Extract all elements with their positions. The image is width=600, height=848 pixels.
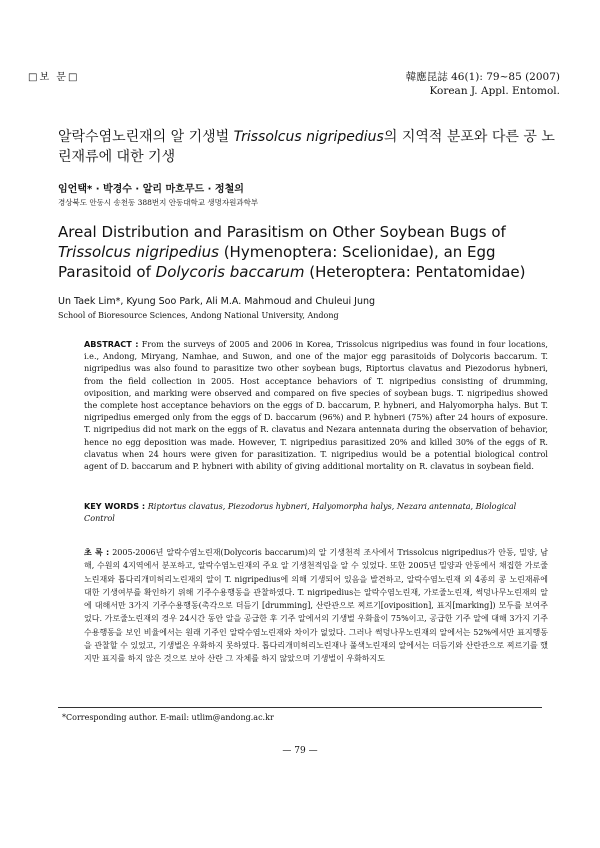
keywords-text: Riptortus clavatus, Piezodorus hybneri, Halyomorpha halys, Nezara antennata, Biological Control xyxy=(84,501,517,523)
korean-abstract xyxy=(84,546,548,666)
journal-citation-english: Korean J. Appl. Entomol. xyxy=(429,85,560,97)
english-title-host: Dolycoris baccarum xyxy=(155,263,305,281)
english-title-part-a: Areal Distribution and Parasitism on Other Soybean Bugs of xyxy=(58,223,506,241)
english-title-part-b: (Hymenoptera: Scelionidae), an Egg Parasitoid of xyxy=(58,243,496,281)
abstract-label: ABSTRACT : xyxy=(84,339,139,349)
korean-title-part1: 알락수염노린재의 알 기생벌 xyxy=(58,129,234,145)
footnote: *Corresponding author. E-mail: utlim@andong.ac.kr xyxy=(62,713,274,722)
english-title-part-c: (Heteroptera: Pentatomidae) xyxy=(304,263,526,281)
page-number: — 79 — xyxy=(282,746,318,756)
english-title xyxy=(58,222,558,282)
footnote-divider xyxy=(58,707,542,708)
korean-abstract-label: 초 록 : xyxy=(84,548,110,557)
keywords-label: KEY WORDS : xyxy=(84,501,146,511)
korean-authors: 임언택* · 박경수 · 알리 마흐무드 · 정철의 xyxy=(58,184,244,195)
english-affiliation: School of Bioresource Sciences, Andong National University, Andong xyxy=(58,311,339,320)
abstract xyxy=(84,338,548,472)
korean-title-part2: 의 지역적 분포와 다른 공 노린재류에 대한 기생 xyxy=(58,129,555,165)
korean-affiliation: 경상북도 안동시 송천동 388번지 안동대학교 생명자원과학부 xyxy=(58,198,259,207)
korean-abstract-text: 2005-2006년 알락수염노린재(Dolycoris baccarum)의 알 기생천적 조사에서 Trissolcus nigripedius가 안동, 밀양, 남해, 수원의 4지역에서 분포하고, 알락수염노린재의 주요 알 기생천적임을 알 수 있었다. 또한 2005년 밀양과 안동에서 채집한 가로줄노린재와 톱다리개미허리노린재의 알이 T. nigripedius에 의해 기생되어 있음을 발견하고, 알락수염노린재 외 4종의 콩 노린재류에 대한 기생여부를 확인하기 위해 기주수용행동을 관찰하였다. T. nigripedius는 알락수염노린재, 가로줄노린재, 썩덩나무노린재의 알에 대해서만 3가지 기주수용행동(촉각으로 더듬기 [drumming], 산란관으로 찌르기[oviposition], 표지[marking]) 모두를 보여주었다. 가로줄노린재의 경우 24시간 동안 알을 공급한 후 기주 알에서의 기생벌 우화율이 75%이고, 공급한 기주 알에 대해 3가지 기주수용행동을 보인 비율에서는 원래 기주인 알락수염노린재와 차이가 없었다. 그러나 썩덩나무노린재의 알에서는 52%에서만 표지행동을 관찰할 수 있었고, 기생벌은 우화하지 못하였다. 톱다리개미허리노린재나 풀색노린재의 알에서는 더듬기와 산란관으로 찌르기를 했지만 표지를 하지 않은 것으로 보아 산란 그 자체를 하지 않았으며 기생벌이 우화하지도 xyxy=(84,548,548,664)
keywords xyxy=(84,500,548,524)
korean-title xyxy=(58,127,558,167)
korean-title-species: Trissolcus nigripedius xyxy=(233,129,384,145)
abstract-text: From the surveys of 2005 and 2006 in Korea, Trissolcus nigripedius was found in four locations, i.e., Andong, Miryang, Namhae, and Suwon, and one of the major egg parasitoids of Dolycoris baccarum. T. nigripedius was also found to parasitize two other soybean bugs, Riptortus clavatus and Piezodorus hybneri, from the field collection in 2005. Host acceptance behaviors of T. nigripedius consisting of drumming, oviposition, and marking were observed and compared on five species of soybean bugs. T. nigripedius showed the complete host acceptance behaviors on the eggs of D. baccarum, P. hybneri, and Halyomorpha halys. But T. nigripedius emerged only from the eggs of D. baccarum (96%) and P. hybneri (75%) after 24 hours of exposure. T. nigripedius did not mark on the eggs of R. clavatus and Nezara antennata during the observation of behavior, hence no egg deposition was made. However, T. nigripedius parasitized 20% and killed 30% of the eggs of R. clavatus when 24 hours were given for parasitization. T. nigripedius would be a potential biological control agent of D. baccarum and P. hybneri with ability of giving additional mortality on R. clavatus in soybean field. xyxy=(84,339,548,472)
english-title-species: Trissolcus nigripedius xyxy=(58,243,219,261)
section-label: □보 문□ xyxy=(28,72,80,83)
journal-citation xyxy=(406,70,560,98)
english-authors: Un Taek Lim*, Kyung Soo Park, Ali M.A. Mahmoud and Chuleui Jung xyxy=(58,296,376,307)
journal-citation-korean: 韓應昆誌 46(1): 79~85 (2007) xyxy=(405,71,560,83)
